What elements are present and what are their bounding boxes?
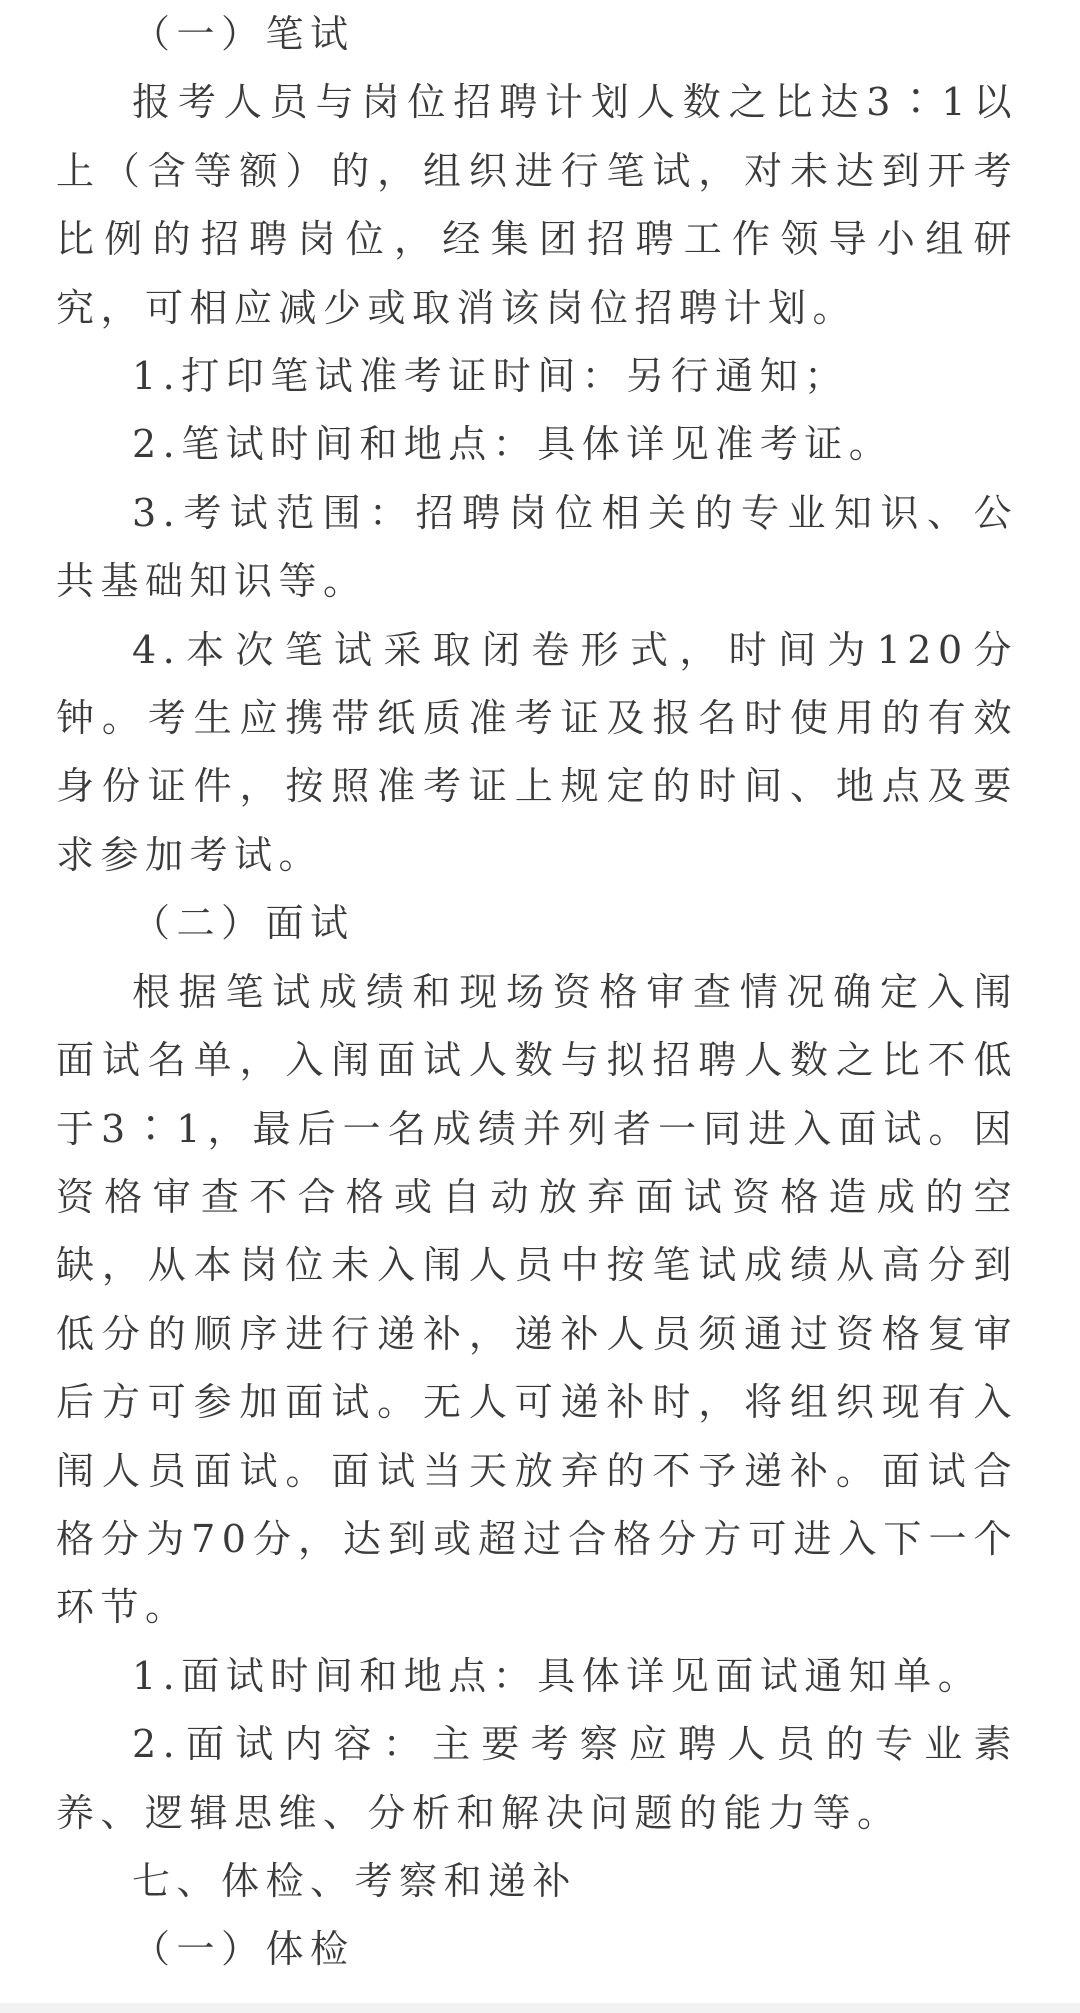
bottom-divider [0, 2003, 1080, 2013]
paragraph-interview-rules: 根据笔试成绩和现场资格审查情况确定入闱面试名单，入闱面试人数与拟招聘人数之比不低于3∶1，最后一名成绩并列者一同进入面试。因资格审查不合格或自动放弃面试资格造成的空缺，从本岗位未入闱人员中按笔试成绩从高分到低分的顺序进行递补，递补人员须通过资格复审后方可参加面试。无人可递补时，将组织现有入闱人员面试。面试当天放弃的不予递补。面试合格分为70分，达到或超过合格分方可进入下一个环节。 [56, 969, 1018, 1630]
paragraph-exam-ratio: 报考人员与岗位招聘计划人数之比达3∶1以上（含等额）的，组织进行笔试，对未达到开考比例的招聘岗位，经集团招聘工作领导小组研究，可相应减少或取消该岗位招聘计划。 [56, 80, 1018, 330]
list-item-exam-format: 4.本次笔试采取闭卷形式，时间为120分钟。考生应携带纸质准考证及报名时使用的有效身份证件，按照准考证上规定的时间、地点及要求参加考试。 [56, 627, 1018, 877]
list-item-exam-time-place: 2.笔试时间和地点：具体详见准考证。 [132, 422, 894, 467]
subsection-heading-physical-exam: （一）体检 [132, 1927, 355, 1972]
document-body [56, 0, 1018, 1984]
section-heading-interview: （二）面试 [132, 901, 355, 946]
list-item-exam-scope: 3.考试范围：招聘岗位相关的专业知识、公共基础知识等。 [56, 490, 1018, 604]
section-heading-written-exam: （一）笔试 [132, 12, 355, 56]
list-item-interview-content: 2.面试内容：主要考察应聘人员的专业素养、逻辑思维、分析和解决问题的能力等。 [56, 1722, 1018, 1835]
list-item-admission-ticket: 1.打印笔试准考证时间：另行通知； [132, 354, 849, 399]
list-item-interview-time-place: 1.面试时间和地点：具体详见面试通知单。 [132, 1653, 983, 1698]
section-heading-medical-check: 七、体检、考察和递补 [132, 1858, 578, 1903]
